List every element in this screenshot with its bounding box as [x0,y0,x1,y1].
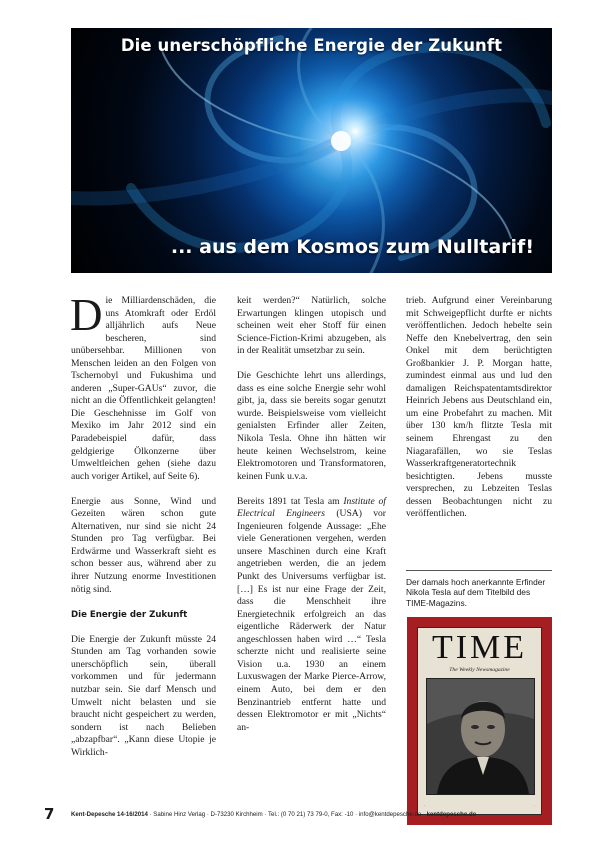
portrait-illustration [427,679,534,794]
section-heading: Die Energie der Zukunft [71,609,188,620]
paragraph-text: ie Milliardenschäden, die uns Atomkraft oder Erdöl alljährlich aufs Neue bescheren, sind unübersehbar. Millionen von Menschen leiden an den Folgen von Tschernobyl und Fukushima und anderen „Super-GAUs“ zuvor, die nicht an die Öffentlichkeit gelangten! Die Geschehnisse im Golf von Mexiko im Jahr 2012 sind ein Paradebeispiel dafür, dass geldgierige Ölkonzerne über Umweltleichen gehen (siehe dazu auch voriger Artikel, auf Seite 6). [71,295,216,482]
cover-issue: · [533,804,535,808]
article-column-2 [237,295,386,734]
paragraph-text: Bereits 1891 tat Tesla am [237,495,344,507]
article-column-3 [406,295,552,521]
article-paragraph: Die Geschichte lehrt uns allerdings, dass es eine solche Energie sehr wohl gibt, ja, dass sie bereits sogar genutzt wurde. Beispielsweise vom vielleicht genialsten Erfinder aller Zeiten, Nikola Tesla. Ohne ihn hätten wir heute keinen Wechselstrom, keine Elektromotoren und Transformatoren, keinen Funk u.v.a. [237,370,386,482]
publisher-details: · Sabine Hinz Verlag · D-73230 Kirchheim · Tel.: (0 70 21) 73 79-0, Fax: -10 · info@kentdepesche.de · [147,811,427,818]
page-number: 7 [44,805,55,823]
article-paragraph: Die Energie der Zukunft müsste 24 Stunden am Tag vorhanden sowie unerschöpflich sein, überall vorkommen und für jedermann nutzbar sein. Sie darf Mensch und Umwelt nicht belasten und sie braucht nicht gespeichert zu werden, sondern ist nach Belieben „abzapfbar“. „Kann diese Utopie je Wirklich- [71,633,216,758]
article-paragraph: trieb. Aufgrund einer Vereinbarung mit Schweigepflicht durfte er nichts veröffentlichen. Jedoch hebelte sein Neffe den Knebelvertrag, den sein Onkel mit dem berüchtigten Großbankier J. P. Morgan hatte, zumindest einmal aus und lud den damaligen Reichspatentamtsdirektor Heinrich Jebens aus Deutschland ein, um eine Probefahrt zu machen. Mit über 130 km/h flitzte Tesla mit seinem Ehrengast zu den Niagarafällen, wo sie Teslas Wasserkraftgeneratortechnik besichtigten. Jebens musste versprechen, zu Lebzeiten Teslas dessen Beobachtungen nicht zu veröffentlichen. [406,295,552,520]
image-caption: Der damals hoch anerkannte Erfinder Nikola Tesla auf dem Titelbild des TIME-Magazins. [406,577,546,608]
headline: Die unerschöpfliche Energie der Zukunft [120,36,503,55]
time-logo: TIME [431,629,528,666]
article-column-1 [70,290,216,759]
caption-divider [406,570,552,571]
subheadline: ... aus dem Kosmos zum Nulltarif! [170,236,534,258]
cover-panel [417,627,542,815]
page-footer [71,811,552,818]
cover-tagline: The Weekly Newsmagazine [449,667,510,673]
article-paragraph: keit werden?“ Natürlich, solche Erwartungen klingen utopisch und scheinen weit eher Stoff für einen Science-Fiction-Krimi abzugeben, als in der Realität umsetzbar zu sein. [237,295,386,357]
article-paragraph [70,290,216,483]
article-paragraph [237,496,386,734]
tesla-portrait [426,678,535,795]
cover-date: · [424,804,426,808]
drop-cap: D [70,290,103,340]
institution-name: Institute of Electrical Engineers [237,495,386,520]
hero-image [71,28,552,273]
publication-name: Kent-Depesche 14-16/2014 [71,811,148,818]
time-magazine-cover [407,617,552,825]
website-link[interactable]: kentdepesche.de [426,811,477,818]
paragraph-text: (USA) vor Ingenieuren folgende Aussage: „Ehe viele Generationen vergehen, werden unsere Maschinen durch eine Kraft angetrieben werden, die an jedem Punkt des Universums verfügbar ist. […] Es ist nur eine Frage der Zeit, dass die Menschheit ihre Energietechnik erfolgreich an das eigentliche Räderwerk der Natur angeschlossen haben wird …“ Tesla scherzte nicht und realisierte seine Vision u.a. 1930 an einem Luxuswagen der Marke Pierce-Arrow, einem Auto, bei dem er den Benzinantrieb entfernt hatte und dessen Elektromotor er mit „Nichts“ an- [237,508,386,733]
article-paragraph: Energie aus Sonne, Wind und Gezeiten wären schon gute Alternativen, nur sind sie nicht 24 Stunden pro Tag verfügbar. Bei Erdwärme und Wasserkraft sieht es schon besser aus, während aber zu ihrer Nutzung enorme Investitionen nötig sind. [71,495,216,595]
